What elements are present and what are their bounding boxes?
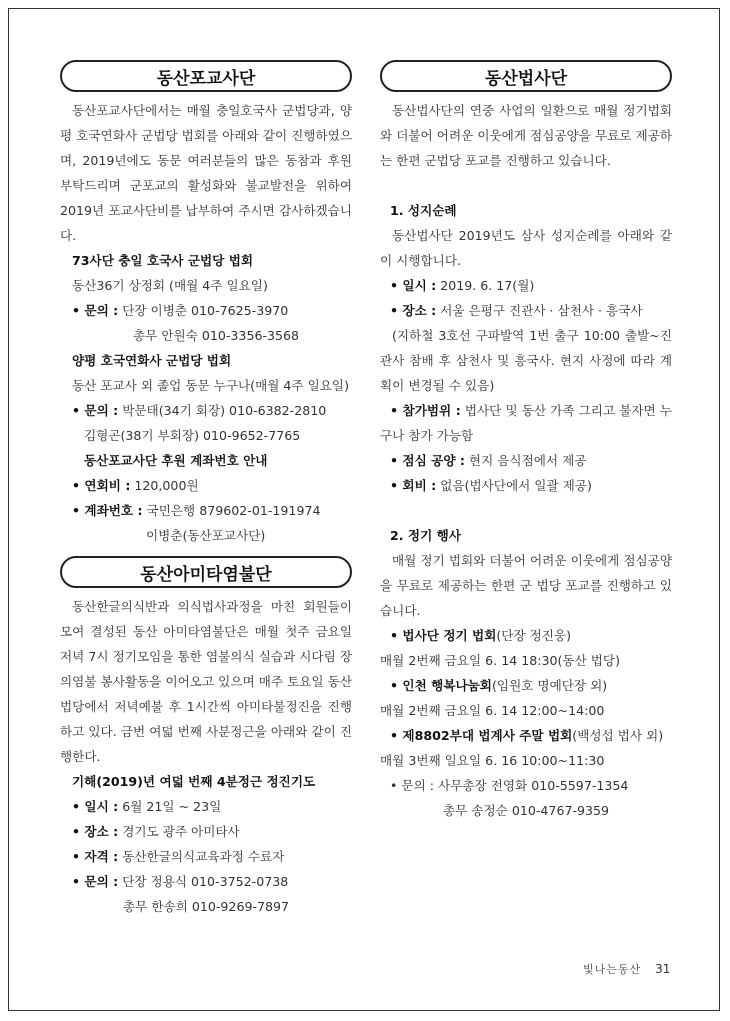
group2-contact-2: 김형곤(38기 부회장) 010-9652-7765	[84, 428, 301, 443]
group2-schedule: 동산 포교사 외 졸업 동문 누구나(매월 4주 일요일)	[72, 378, 350, 393]
group1-title: 73사단 충일 호국사 군법당 법회	[72, 253, 254, 268]
amita-contact: • 문의 : 단장 정용식 010-3752-0738	[72, 874, 289, 889]
account-info-title: 동산포교사단 후원 계좌번호 안내	[84, 453, 268, 468]
events-heading: 2. 정기 행사	[390, 528, 461, 543]
event-1-when: 매월 2번째 금요일 6. 14 18:30(동산 법당)	[380, 653, 621, 668]
page-number: 31	[655, 962, 671, 976]
amita-intro: 동산한글의식반과 의식법사과정을 마친 회원들이 모여 결성된 동산 아미타염불단은 매월 첫주 금요일 저녁 7시 정기모임을 통한 염불의식 실습과 시다림 장의염불 봉사활동을 이어오고 있으며 매주 토요일 동산법당에서 저녁예불 후 1시간씩 아미타불정진을 진행하고 있다. 금번 여덟 번째 사분정근을 아래와 같이 진행한다.	[60, 599, 352, 764]
amita-qualification: • 자격 : 동산한글의식교육과정 수료자	[72, 849, 285, 864]
section-title-amita: 동산아미타염불단	[60, 556, 352, 588]
events-contact: • 문의 : 사무총장 전영화 010-5597-1354	[390, 778, 629, 793]
pilgrimage-scope: • 참가범위 : 법사단 및 동산 가족 그리고 불자면 누구나 참가 가능함	[380, 403, 672, 443]
group1-contact-2: 총무 안원숙 010-3356-3568	[133, 328, 300, 343]
events-contact-2: 총무 송정순 010-4767-9359	[443, 803, 610, 818]
account-number: • 계좌번호 : 국민은행 879602-01-191974	[72, 503, 321, 518]
amita-date: • 일시 : 6월 21일 ~ 23일	[72, 799, 222, 814]
group2-contact: • 문의 : 박문태(34기 회장) 010-6382-2810	[72, 403, 327, 418]
group1-contact: • 문의 : 단장 이병춘 010-7625-3970	[72, 303, 289, 318]
pilgrimage-fee: • 회비 : 없음(법사단에서 일괄 제공)	[390, 478, 592, 493]
account-holder: 이병춘(동산포교사단)	[146, 528, 266, 543]
group1-schedule: 동산36기 상정회 (매월 4주 일요일)	[72, 278, 268, 293]
pilgrimage-text: 동산법사단 2019년도 삼사 성지순례를 아래와 같이 시행합니다.	[380, 228, 672, 268]
event-2: • 인천 행복나눔회(임원호 명예단장 외)	[390, 678, 608, 693]
event-3-when: 매월 3번째 일요일 6. 16 10:00~11:30	[380, 753, 605, 768]
section-title-beopsadan: 동산법사단	[380, 60, 672, 92]
event-2-when: 매월 2번째 금요일 6. 14 12:00~14:00	[380, 703, 605, 718]
beopsadan-intro: 동산법사단의 연중 사업의 일환으로 매월 정기법회와 더불어 어려운 이웃에게 점심공양을 무료로 제공하는 한편 군법당 포교를 진행하고 있습니다.	[380, 103, 672, 168]
pilgrimage-date: • 일시 : 2019. 6. 17(월)	[390, 278, 535, 293]
event-3: • 제8802부대 법계사 주말 법회(백성섭 법사 외)	[390, 728, 664, 743]
amita-contact-2: 총무 한송희 010-9269-7897	[123, 899, 290, 914]
pilgrimage-lunch: • 점심 공양 : 현지 음식점에서 제공	[390, 453, 587, 468]
group2-title: 양평 호국연화사 군법당 법회	[72, 353, 232, 368]
event-1: • 법사단 정기 법회(단장 정진웅)	[390, 628, 572, 643]
pogyosadan-intro: 동산포교사단에서는 매월 충일호국사 군법당과, 양평 호국연화사 군법당 법회를 아래와 같이 진행하였으며, 2019년에도 동문 여러분들의 많은 동참과 후원 부탁드리며 군포교의 활성화와 불교발전을 위하여 2019년 포교사단비를 납부하여 주시면 감사하겠습니다.	[60, 103, 352, 243]
amita-place: • 장소 : 경기도 광주 아미타사	[72, 824, 240, 839]
pilgrimage-note: (지하철 3호선 구파발역 1번 출구 10:00 출발~진관사 참배 후 삼천사 및 흥국사. 현지 사정에 따라 계획이 변경될 수 있음)	[380, 328, 672, 393]
magazine-brand: 빛나는동산	[583, 963, 642, 976]
left-column	[60, 60, 352, 919]
pilgrimage-place: • 장소 : 서울 은평구 진관사 · 삼천사 · 흥국사	[390, 303, 643, 318]
page-footer	[583, 961, 670, 977]
amita-subtitle: 기해(2019)년 여덟 번째 4분정근 정진기도	[72, 774, 316, 789]
annual-fee: • 연회비 : 120,000원	[72, 478, 199, 493]
events-text: 매월 정기 법회와 더불어 어려운 이웃에게 점심공양을 무료로 제공하는 한편 군 법당 포교를 진행하고 있습니다.	[380, 553, 672, 618]
pilgrimage-heading: 1. 성지순례	[390, 203, 457, 218]
section-title-pogyosadan: 동산포교사단	[60, 60, 352, 92]
right-column	[380, 60, 672, 823]
